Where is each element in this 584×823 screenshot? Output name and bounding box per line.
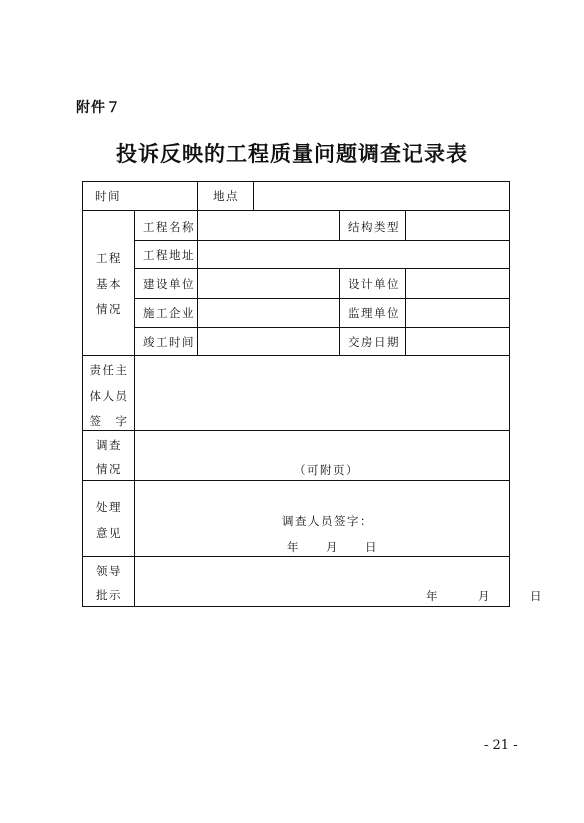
- column-divider: [197, 210, 198, 355]
- handling-label-line: 处理: [96, 500, 122, 514]
- row-divider: [134, 240, 509, 241]
- responsible-label-line: 责任主: [89, 363, 129, 377]
- column-divider: [134, 210, 135, 606]
- basic-info-section-label: [91, 253, 127, 316]
- investigation-label-line: 调查: [96, 438, 122, 452]
- row-divider: [134, 268, 509, 269]
- basic-info-label-line: 基本: [96, 276, 122, 291]
- time-label: 时间: [95, 189, 121, 203]
- structure-type-label: 结构类型: [348, 220, 400, 234]
- completion-time-label: 竣工时间: [143, 335, 195, 349]
- row-divider: [83, 480, 509, 481]
- row-divider: [83, 210, 509, 211]
- basic-info-label-line: 工程: [96, 251, 122, 265]
- leader-label-line: 批示: [96, 587, 122, 602]
- handling-label: [91, 502, 127, 539]
- row-divider: [83, 556, 509, 557]
- row-divider: [83, 355, 509, 356]
- project-address-label: 工程地址: [143, 248, 195, 262]
- column-divider: [405, 268, 406, 355]
- attach-note: （可附页）: [294, 463, 359, 477]
- location-label: 地点: [213, 189, 239, 203]
- column-divider: [197, 182, 198, 210]
- basic-info-label-line: 情况: [96, 302, 122, 316]
- row-divider: [83, 430, 509, 431]
- document-title: 投诉反映的工程质量问题调查记录表: [116, 141, 468, 166]
- column-divider: [253, 182, 254, 210]
- column-divider: [339, 210, 340, 240]
- leader-label-line: 领导: [96, 564, 122, 578]
- handover-date-label: 交房日期: [348, 335, 400, 349]
- column-divider: [405, 210, 406, 240]
- row-divider: [134, 327, 509, 328]
- leader-date-line: 年 月 日: [426, 589, 543, 603]
- record-form: [82, 181, 543, 607]
- attachment-label: 附件７: [76, 100, 121, 116]
- project-name-label: 工程名称: [143, 220, 195, 234]
- responsible-label-line: 签 字: [89, 414, 129, 428]
- investigation-label: [91, 440, 127, 475]
- responsible-label-line: 体人员: [89, 388, 129, 403]
- handling-date-line: 年 月 日: [287, 540, 378, 554]
- responsible-signature-label: [85, 365, 133, 428]
- leader-label: [91, 566, 127, 601]
- column-divider: [339, 268, 340, 355]
- investigator-signature-label: 调查人员签字：: [282, 514, 373, 528]
- page-number: - 21 -: [484, 738, 518, 753]
- supervisor-label: 监理单位: [348, 306, 400, 320]
- investigation-label-line: 情况: [96, 461, 122, 476]
- construction-unit-label: 建设单位: [143, 277, 195, 291]
- handling-label-line: 意见: [96, 525, 122, 540]
- row-divider: [134, 298, 509, 299]
- design-unit-label: 设计单位: [348, 277, 400, 291]
- builder-label: 施工企业: [143, 306, 195, 320]
